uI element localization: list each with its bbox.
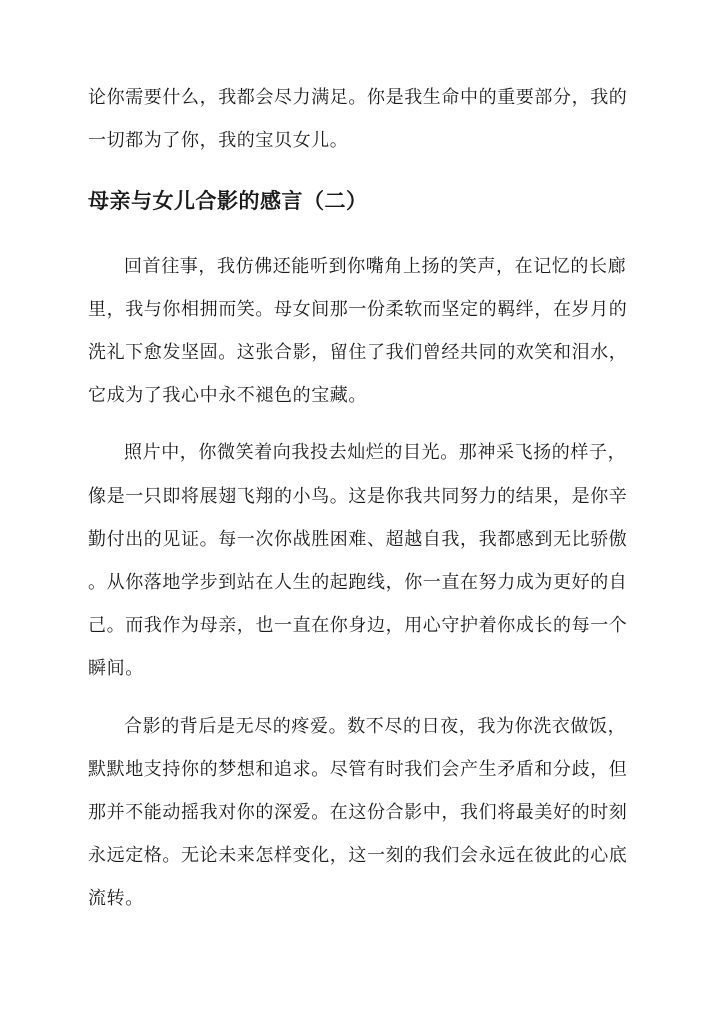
paragraph-line: 流转。 bbox=[88, 888, 144, 909]
paragraph-line: 永远定格。无论未来怎样变化，这一刻的我们会永远在彼此的心底 bbox=[88, 845, 628, 866]
paragraph-line: 那并不能动摇我对你的深爱。在这份合影中，我们将最美好的时刻 bbox=[88, 802, 628, 823]
paragraph-line: 里，我与你相拥而笑。母女间那一份柔软而坚定的羁绊，在岁月的 bbox=[88, 299, 628, 320]
paragraph-line: 默默地支持你的梦想和追求。尽管有时我们会产生矛盾和分歧，但 bbox=[88, 759, 628, 780]
paragraph-line: 洗礼下愈发坚固。这张合影，留住了我们曾经共同的欢笑和泪水， bbox=[88, 342, 628, 363]
paragraph-line: 回首往事，我仿佛还能听到你嘴角上扬的笑声，在记忆的长廊 bbox=[124, 256, 627, 277]
intro-line: 论你需要什么，我都会尽力满足。你是我生命中的重要部分，我的 bbox=[88, 87, 628, 108]
paragraph-line: 勤付出的见证。每一次你战胜困难、超越自我，我都感到无比骄傲 bbox=[88, 529, 628, 550]
paragraph-line: 合影的背后是无尽的疼爱。数不尽的日夜，我为你洗衣做饭， bbox=[124, 716, 627, 737]
paragraph-line: 。从你落地学步到站在人生的起跑线，你一直在努力成为更好的自 bbox=[88, 572, 628, 593]
paragraph-line: 己。而我作为母亲，也一直在你身边，用心守护着你成长的每一个 bbox=[88, 615, 628, 636]
paragraph-line: 瞬间。 bbox=[88, 658, 144, 679]
intro-line: 一切都为了你，我的宝贝女儿。 bbox=[88, 130, 349, 151]
paragraph-line: 它成为了我心中永不褪色的宝藏。 bbox=[88, 385, 367, 406]
paragraph-line: 像是一只即将展翅飞翔的小鸟。这是你我共同努力的结果，是你辛 bbox=[88, 486, 628, 507]
paragraph-line: 照片中，你微笑着向我投去灿烂的目光。那神采飞扬的样子， bbox=[124, 442, 627, 463]
section-title: 母亲与女儿合影的感言（二） bbox=[88, 189, 368, 213]
